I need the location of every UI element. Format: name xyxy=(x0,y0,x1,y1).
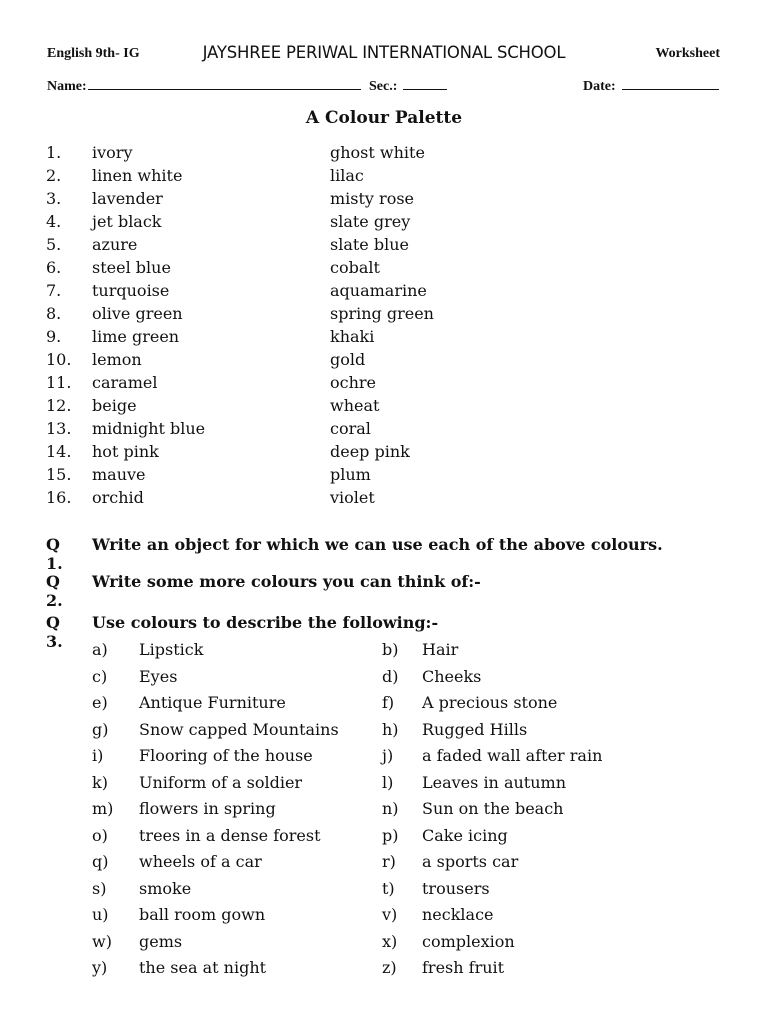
colour-name: deep pink xyxy=(330,442,410,461)
question-number: Q 3. xyxy=(46,613,63,651)
colour-name: caramel xyxy=(92,373,158,392)
palette-row xyxy=(46,212,726,235)
palette-number: 11. xyxy=(46,373,72,392)
colour-name: spring green xyxy=(330,304,434,323)
item-letter: b) xyxy=(382,640,399,659)
colour-name: violet xyxy=(330,488,375,507)
item-text: necklace xyxy=(422,905,494,924)
palette-number: 16. xyxy=(46,488,72,507)
palette-row xyxy=(46,373,726,396)
item-text: Rugged Hills xyxy=(422,719,528,739)
colour-name: ghost white xyxy=(330,143,425,162)
colour-name: linen white xyxy=(92,166,183,185)
colour-name: lime green xyxy=(92,327,180,346)
item-letter: f) xyxy=(382,693,395,712)
palette-row xyxy=(46,189,726,212)
colour-name: mauve xyxy=(92,465,146,484)
item-text: Uniform of a soldier xyxy=(139,772,303,792)
palette-row xyxy=(46,143,726,166)
item-letter: s) xyxy=(92,878,107,898)
question-number: Q 1. xyxy=(46,535,63,573)
colour-name: lilac xyxy=(330,166,364,185)
item-letter: o) xyxy=(92,825,108,845)
describe-row xyxy=(92,640,712,667)
colour-name: aquamarine xyxy=(330,281,427,300)
palette-number: 2. xyxy=(46,166,62,185)
section-field[interactable] xyxy=(369,77,447,95)
describe-row xyxy=(92,746,712,773)
describe-row xyxy=(92,667,712,694)
palette-number: 5. xyxy=(46,235,62,254)
colour-name: azure xyxy=(92,235,138,254)
item-letter: p) xyxy=(382,825,399,845)
item-letter: j) xyxy=(382,746,394,765)
item-letter: e) xyxy=(92,693,108,712)
palette-number: 3. xyxy=(46,189,62,208)
item-text: flowers in spring xyxy=(139,799,276,818)
colour-name: coral xyxy=(330,419,371,438)
colour-name: ochre xyxy=(330,373,377,392)
describe-row xyxy=(92,799,712,826)
describe-row xyxy=(92,958,712,985)
describe-row xyxy=(92,879,712,906)
describe-row xyxy=(92,852,712,879)
date-blank-line[interactable] xyxy=(622,77,719,90)
item-text: Snow capped Mountains xyxy=(139,719,339,739)
item-text: complexion xyxy=(422,931,515,951)
item-letter: d) xyxy=(382,666,399,686)
page-title: A Colour Palette xyxy=(305,108,463,128)
name-field[interactable] xyxy=(47,77,361,95)
palette-row xyxy=(46,327,726,350)
doc-type-label: Worksheet xyxy=(655,46,720,61)
item-text: Flooring of the house xyxy=(139,746,313,765)
item-letter: v) xyxy=(382,905,398,924)
item-text: Sun on the beach xyxy=(422,799,564,818)
describe-row xyxy=(92,905,712,932)
question-text: Use colours to describe the following:- xyxy=(92,613,439,632)
colour-name: olive green xyxy=(92,304,183,323)
question-text: Write some more colours you can think of:- xyxy=(92,572,481,591)
colour-name: ivory xyxy=(92,143,133,162)
item-letter: y) xyxy=(92,958,108,977)
item-text: Hair xyxy=(422,640,459,659)
item-text: Cheeks xyxy=(422,666,482,686)
date-label: Date: xyxy=(583,79,616,94)
palette-row xyxy=(46,419,726,442)
palette-number: 14. xyxy=(46,442,72,461)
colour-name: slate grey xyxy=(330,212,411,231)
item-letter: h) xyxy=(382,719,399,739)
palette-row xyxy=(46,396,726,419)
colour-name: beige xyxy=(92,396,137,415)
name-label: Name: xyxy=(47,79,87,94)
item-text: a sports car xyxy=(422,852,519,871)
section-label: Sec.: xyxy=(369,79,398,94)
colour-name: khaki xyxy=(330,327,375,346)
palette-number: 15. xyxy=(46,465,72,484)
describe-row xyxy=(92,773,712,800)
palette-row xyxy=(46,350,726,373)
class-label: English 9th- IG xyxy=(47,46,140,61)
describe-row xyxy=(92,720,712,747)
item-text: a faded wall after rain xyxy=(422,746,603,765)
item-text: wheels of a car xyxy=(139,852,262,871)
item-letter: w) xyxy=(92,931,112,951)
item-text: Antique Furniture xyxy=(139,693,286,712)
item-text: trees in a dense forest xyxy=(139,825,321,845)
colour-name: hot pink xyxy=(92,442,159,461)
item-text: gems xyxy=(139,931,183,951)
item-text: trousers xyxy=(422,878,490,898)
palette-number: 1. xyxy=(46,143,62,162)
palette-number: 8. xyxy=(46,304,62,323)
palette-number: 12. xyxy=(46,396,72,415)
school-name: JAYSHREE PERIWAL INTERNATIONAL SCHOOL xyxy=(202,43,566,62)
item-text: Eyes xyxy=(139,666,178,686)
item-letter: g) xyxy=(92,719,109,739)
colour-name: turquoise xyxy=(92,281,170,300)
palette-row xyxy=(46,304,726,327)
question-number: Q 2. xyxy=(46,572,63,610)
palette-row xyxy=(46,442,726,465)
name-blank-line[interactable] xyxy=(88,77,361,90)
palette-number: 4. xyxy=(46,212,62,231)
palette-number: 7. xyxy=(46,281,62,300)
item-text: ball room gown xyxy=(139,905,266,924)
palette-number: 13. xyxy=(46,419,72,438)
item-letter: x) xyxy=(382,931,398,951)
describe-row xyxy=(92,826,712,853)
item-letter: k) xyxy=(92,772,108,792)
palette-number: 6. xyxy=(46,258,62,277)
item-letter: c) xyxy=(92,666,108,686)
question-text: Write an object for which we can use each of the above colours. xyxy=(92,535,663,554)
item-letter: l) xyxy=(382,772,394,792)
item-letter: r) xyxy=(382,852,396,871)
item-letter: q) xyxy=(92,852,109,871)
describe-row xyxy=(92,693,712,720)
palette-row xyxy=(46,258,726,281)
item-text: Cake icing xyxy=(422,825,508,845)
item-text: Lipstick xyxy=(139,640,204,659)
item-text: fresh fruit xyxy=(422,958,505,977)
colour-name: slate blue xyxy=(330,235,409,254)
palette-row xyxy=(46,488,726,511)
item-text: A precious stone xyxy=(422,693,558,712)
colour-name: gold xyxy=(330,350,366,369)
palette-row xyxy=(46,465,726,488)
colour-name: plum xyxy=(330,465,371,484)
section-blank-line[interactable] xyxy=(403,77,447,90)
colour-name: wheat xyxy=(330,396,380,415)
item-letter: z) xyxy=(382,958,397,977)
palette-number: 9. xyxy=(46,327,62,346)
item-letter: a) xyxy=(92,640,108,659)
palette-row xyxy=(46,166,726,189)
colour-name: lavender xyxy=(92,189,163,208)
describe-items-list xyxy=(92,640,712,985)
colour-name: lemon xyxy=(92,350,142,369)
item-letter: u) xyxy=(92,905,109,924)
colour-name: orchid xyxy=(92,488,144,507)
item-letter: m) xyxy=(92,799,114,818)
colour-name: misty rose xyxy=(330,189,415,208)
colour-palette-list xyxy=(46,143,726,511)
colour-name: jet black xyxy=(92,212,162,231)
item-text: smoke xyxy=(139,878,192,898)
date-field[interactable] xyxy=(583,77,719,95)
colour-name: cobalt xyxy=(330,258,380,277)
palette-row xyxy=(46,235,726,258)
item-text: the sea at night xyxy=(139,958,267,977)
palette-number: 10. xyxy=(46,350,72,369)
colour-name: midnight blue xyxy=(92,419,206,438)
item-letter: n) xyxy=(382,799,399,818)
describe-row xyxy=(92,932,712,959)
item-letter: i) xyxy=(92,746,104,765)
item-letter: t) xyxy=(382,878,395,898)
item-text: Leaves in autumn xyxy=(422,772,566,792)
palette-row xyxy=(46,281,726,304)
colour-name: steel blue xyxy=(92,258,171,277)
